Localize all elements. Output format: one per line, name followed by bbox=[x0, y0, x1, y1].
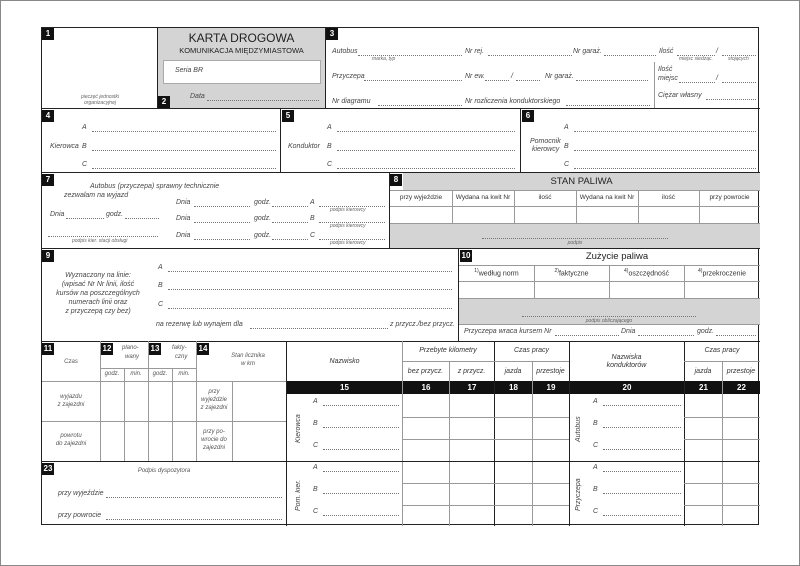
col-18: 18 bbox=[495, 381, 532, 394]
planowany-2: wany bbox=[125, 354, 140, 360]
a-a-field[interactable] bbox=[603, 405, 681, 406]
a-b-field[interactable] bbox=[603, 427, 681, 428]
s5-a-label: A bbox=[327, 124, 332, 131]
s8-col-1: przy wyjeździe bbox=[399, 194, 443, 201]
stan-licznika-1: Stan licznika bbox=[231, 353, 265, 359]
czas-label: Czas bbox=[64, 359, 78, 365]
divider bbox=[402, 505, 569, 506]
divider bbox=[402, 439, 569, 440]
divider bbox=[520, 108, 521, 172]
nr-ew-field-1[interactable] bbox=[485, 80, 509, 81]
s7-dnia-b-field[interactable] bbox=[194, 222, 250, 223]
s7-line1: Autobus (przyczepa) sprawny technicznie bbox=[90, 183, 220, 190]
section-14-number: 14 bbox=[198, 344, 208, 353]
s4-a-label: A bbox=[82, 124, 87, 131]
section-5-number: 5 bbox=[282, 110, 294, 122]
col-19: 19 bbox=[533, 381, 569, 394]
col-15: 15 bbox=[287, 381, 402, 394]
divider bbox=[654, 62, 655, 108]
s9-rezerwa-field[interactable] bbox=[250, 328, 388, 329]
s4-b-field[interactable] bbox=[92, 150, 276, 151]
zuzycie-title: Zużycie paliwa bbox=[585, 251, 649, 262]
nr-diagramu-field[interactable] bbox=[378, 105, 462, 106]
ilosc-miejsc-label-2: miejsc bbox=[658, 75, 678, 82]
powrotu-1: powrotu bbox=[60, 433, 82, 439]
s9-line-1: Wyznaczony na linie: bbox=[65, 272, 131, 279]
s5-c-label: C bbox=[327, 161, 333, 168]
przy-wyjezdzie-label: przy wyjeździe bbox=[58, 490, 104, 497]
s7-godz-b: godz. bbox=[254, 215, 272, 222]
wraca-dnia-label: Dnia bbox=[621, 328, 636, 335]
wyjazdu-2: z zajezdni bbox=[57, 402, 85, 408]
s10-col-2-sup: 2) bbox=[554, 268, 559, 274]
divider bbox=[287, 461, 760, 462]
k-b-field[interactable] bbox=[323, 427, 399, 428]
s7-godz-a: godz. bbox=[254, 199, 272, 206]
section-2-number: 2 bbox=[158, 96, 170, 108]
section-10-number: 10 bbox=[461, 251, 471, 260]
form-title: KARTA DROGOWA bbox=[188, 31, 295, 45]
s5-c-field[interactable] bbox=[337, 168, 515, 169]
s7-podpis-c: podpis kierowcy bbox=[330, 240, 366, 246]
s10-col-4 bbox=[684, 268, 760, 277]
s7-dnia-c: Dnia bbox=[176, 232, 191, 239]
nr-garaz-2-label: Nr garaż. bbox=[545, 73, 574, 80]
nr-rej-label: Nr rej. bbox=[465, 48, 485, 55]
s9-przyczepa-label: z przycz./bez przycz. bbox=[390, 321, 455, 328]
s7-godz-c: godz. bbox=[254, 232, 272, 239]
przestoje-2: przestoje bbox=[726, 368, 756, 375]
section-1-number: 1 bbox=[42, 28, 54, 40]
kierowca-label: Kierowca bbox=[50, 143, 79, 150]
p-a: A bbox=[313, 464, 318, 471]
s6-a-label: A bbox=[564, 124, 569, 131]
divider bbox=[684, 417, 760, 418]
a-a: A bbox=[593, 398, 598, 405]
z-przycz: z przycz. bbox=[457, 368, 486, 375]
nr-ew-label: Nr ew. bbox=[465, 73, 485, 80]
ilosc-label: Ilość bbox=[659, 48, 674, 55]
section-12-number: 12 bbox=[102, 344, 112, 353]
s9-line-5: z przyczepą czy bez) bbox=[65, 308, 131, 315]
s9-a-label: A bbox=[158, 264, 163, 271]
k-c-field[interactable] bbox=[323, 449, 399, 450]
divider bbox=[402, 361, 569, 362]
nazwisko-header: Nazwisko bbox=[329, 358, 360, 365]
nr-rej-field[interactable] bbox=[488, 55, 572, 56]
s8-col-5: ilość bbox=[661, 194, 675, 201]
przyczepa-vertical: Przyczepa bbox=[575, 478, 582, 512]
k-a-field[interactable] bbox=[323, 405, 399, 406]
s10-sign-field[interactable] bbox=[522, 316, 696, 317]
divider bbox=[280, 108, 281, 172]
s9-c-label: C bbox=[158, 301, 164, 308]
ciezar-label: Ciężar własny bbox=[658, 92, 702, 99]
s6-a-field[interactable] bbox=[574, 131, 756, 132]
bez-przycz: bez przycz. bbox=[407, 368, 444, 375]
marka-hint: marka, typ bbox=[372, 56, 396, 62]
k-b: B bbox=[313, 420, 318, 427]
s6-c-field[interactable] bbox=[574, 168, 756, 169]
s8-sign-field[interactable] bbox=[482, 238, 668, 239]
section-6-number: 6 bbox=[522, 110, 534, 122]
s10-col-2 bbox=[534, 268, 609, 277]
s7-godz-b-field[interactable] bbox=[272, 222, 308, 223]
przy-wyj-1: przy bbox=[208, 389, 220, 395]
kierowcy-label: kierowcy bbox=[532, 146, 560, 153]
s4-b-label: B bbox=[82, 143, 87, 150]
stojacych-hint: stojących bbox=[728, 56, 749, 62]
przyczepa-label: Przyczepa bbox=[332, 73, 365, 80]
stamp-label: pieczęć jednostki organizacyjnej bbox=[80, 94, 120, 106]
s8-col-2: Wydana na kwit Nr bbox=[455, 194, 511, 201]
ciezar-field[interactable] bbox=[706, 99, 756, 100]
s6-b-label: B bbox=[564, 143, 569, 150]
przyczepa-field[interactable] bbox=[364, 80, 462, 81]
crew-table bbox=[287, 341, 760, 526]
slash: / bbox=[716, 75, 718, 82]
s7-line2: zezwalam na wyjazd bbox=[64, 192, 129, 199]
section-13-number: 13 bbox=[150, 344, 160, 353]
fakt-min: min. bbox=[178, 371, 190, 377]
pr-a: A bbox=[593, 464, 598, 471]
s5-a-field[interactable] bbox=[337, 131, 515, 132]
nr-rozliczenia-field[interactable] bbox=[566, 105, 650, 106]
pom-kier-vertical: Pom. kier. bbox=[295, 479, 302, 511]
pr-c: C bbox=[593, 508, 599, 515]
a-c: C bbox=[593, 442, 599, 449]
divider bbox=[148, 341, 149, 461]
ilosc-miejsc-label-1: Ilość bbox=[658, 66, 673, 73]
divider bbox=[42, 461, 286, 462]
przy-wyj-2: wyjeździe bbox=[200, 397, 227, 403]
plan-godz: godz. bbox=[104, 371, 120, 377]
s9-c-field[interactable] bbox=[168, 308, 452, 309]
przy-pow-1: przy po- bbox=[203, 429, 225, 435]
plan-min: min. bbox=[130, 371, 142, 377]
pr-b: B bbox=[593, 486, 598, 493]
a-b: B bbox=[593, 420, 598, 427]
divider bbox=[402, 483, 569, 484]
s10-col-1-text: według norm bbox=[478, 270, 519, 278]
seria-label: Seria BR bbox=[175, 67, 204, 74]
przestoje: przestoje bbox=[536, 368, 565, 375]
col-21: 21 bbox=[685, 381, 722, 394]
nazwiska-kond-2: konduktorów bbox=[606, 362, 647, 369]
s4-c-field[interactable] bbox=[92, 168, 276, 169]
divider bbox=[100, 341, 101, 461]
s9-a-field[interactable] bbox=[168, 271, 452, 272]
s8-col-3: ilość bbox=[538, 194, 552, 201]
wraca-field[interactable] bbox=[555, 335, 619, 336]
wraca-godz-field[interactable] bbox=[716, 335, 756, 336]
s10-col-2-text: faktyczne bbox=[558, 270, 589, 278]
s5-b-label: B bbox=[327, 143, 332, 150]
section-11-number: 11 bbox=[43, 344, 53, 353]
s10-col-4-sup: 4) bbox=[697, 268, 703, 274]
s9-line-3: kursów na poszczególnych bbox=[56, 290, 140, 297]
pr-b-field[interactable] bbox=[603, 493, 681, 494]
wraca-label: Przyczepa wraca kursem Nr bbox=[464, 328, 552, 335]
col-20: 20 bbox=[570, 381, 684, 394]
section-3-number: 3 bbox=[326, 28, 338, 40]
podpis-dyspozytora: Podpis dyspozytora bbox=[137, 468, 191, 474]
jazda: jazda bbox=[504, 368, 522, 375]
s8-col-4: Wydana na kwit Nr bbox=[579, 194, 635, 201]
nr-garaz-label: Nr garaż. bbox=[573, 48, 602, 55]
nr-garaz-field[interactable] bbox=[604, 55, 656, 56]
przy-powrocie-field[interactable] bbox=[106, 519, 282, 520]
s7-podpis-b: podpis kierowcy bbox=[330, 223, 366, 229]
s10-col-3-text: oszczędność bbox=[628, 270, 669, 278]
miejsc-siedzac-hint: miejsc siedząc. bbox=[679, 56, 713, 62]
przy-wyjezdzie-field[interactable] bbox=[106, 497, 282, 498]
divider bbox=[124, 368, 125, 461]
s8-podpis: podpis bbox=[567, 240, 583, 246]
section-8-number: 8 bbox=[390, 174, 402, 186]
divider bbox=[684, 439, 760, 440]
ilosc-miejsc-field-2[interactable] bbox=[722, 82, 756, 83]
s10-cols bbox=[459, 265, 760, 298]
przebyte-header: Przebyte kilometry bbox=[419, 347, 477, 354]
divider bbox=[42, 381, 286, 382]
nazwiska-kond-1: Nazwiska bbox=[611, 354, 642, 361]
s7-dnia-left-label: Dnia bbox=[50, 211, 65, 218]
czas-pracy-2-header: Czas pracy bbox=[704, 347, 740, 354]
p-a-field[interactable] bbox=[323, 471, 399, 472]
fakt-godz: godz. bbox=[152, 371, 168, 377]
s7-dnia-a-field[interactable] bbox=[194, 206, 250, 207]
nr-garaz-2-field[interactable] bbox=[576, 80, 648, 81]
s10-col-4-text: przekroczenie bbox=[702, 270, 747, 278]
section-23-number: 23 bbox=[43, 464, 53, 473]
przy-wyj-3: z zajezdni bbox=[200, 405, 228, 411]
s7-dnia-left-field[interactable] bbox=[66, 218, 104, 219]
slash: / bbox=[716, 48, 718, 55]
planowany-1: plano- bbox=[122, 345, 139, 351]
s9-line-4: numerach linii oraz bbox=[68, 299, 128, 306]
p-c: C bbox=[313, 508, 319, 515]
s7-dnia-c-field[interactable] bbox=[194, 239, 250, 240]
divider bbox=[232, 381, 233, 461]
s5-b-field[interactable] bbox=[337, 150, 515, 151]
s7-sign-left-field[interactable] bbox=[48, 236, 158, 237]
faktyczny-1: fakty- bbox=[172, 345, 187, 351]
s7-dnia-a: Dnia bbox=[176, 199, 191, 206]
section-7-number: 7 bbox=[42, 174, 54, 186]
s7-a: A bbox=[310, 199, 315, 206]
data-label: Data bbox=[190, 93, 205, 100]
s7-godz-left-label: godz. bbox=[106, 211, 124, 218]
p-c-field[interactable] bbox=[323, 515, 399, 516]
k-c: C bbox=[313, 442, 319, 449]
przy-pow-2: wrocie do bbox=[201, 437, 227, 443]
p-b: B bbox=[313, 486, 318, 493]
s9-b-label: B bbox=[158, 282, 163, 289]
form-frame bbox=[41, 27, 759, 525]
divider bbox=[42, 108, 760, 109]
przy-pow-3: zajezdni bbox=[202, 445, 225, 451]
divider bbox=[42, 248, 760, 249]
s7-podpis-a: podpis kierowcy bbox=[330, 207, 366, 213]
nr-rozliczenia-label: Nr rozliczenia konduktorskiego bbox=[465, 98, 561, 105]
pomocnik-label: Pomocnik bbox=[530, 138, 561, 145]
s4-a-field[interactable] bbox=[92, 131, 276, 132]
s8-col-6: przy powrocie bbox=[709, 194, 750, 201]
s7-c: C bbox=[310, 232, 316, 239]
wraca-godz-label: godz. bbox=[697, 328, 715, 335]
pr-a-field[interactable] bbox=[603, 471, 681, 472]
s8-cols bbox=[390, 190, 760, 223]
pr-c-field[interactable] bbox=[603, 515, 681, 516]
nr-diagramu-label: Nr diagramu bbox=[332, 98, 371, 105]
p-b-field[interactable] bbox=[323, 493, 399, 494]
col-17: 17 bbox=[450, 381, 494, 394]
s10-col-3-sup: 4) bbox=[624, 268, 629, 274]
s7-dnia-b: Dnia bbox=[176, 215, 191, 222]
divider bbox=[684, 505, 760, 506]
section-9-number: 9 bbox=[42, 250, 54, 262]
powrotu-2: do zajezdni bbox=[55, 441, 87, 447]
stan-paliwa-title: STAN PALIWA bbox=[550, 176, 613, 187]
s6-b-field[interactable] bbox=[574, 150, 756, 151]
s9-line-2: (wpisać Nr Nr linii, ilość bbox=[61, 281, 135, 288]
przy-powrocie-label: przy powrocie bbox=[58, 512, 102, 519]
divider bbox=[42, 421, 286, 422]
autobus-label: Autobus bbox=[332, 48, 358, 55]
divider bbox=[325, 28, 326, 108]
faktyczny-2: czny bbox=[175, 354, 188, 360]
s10-col-1-sup: 1) bbox=[474, 268, 479, 274]
nr-ew-field-2[interactable] bbox=[516, 80, 540, 81]
section-4-number: 4 bbox=[42, 110, 54, 122]
divider bbox=[684, 361, 760, 362]
s10-podpis: podpis obliczającego bbox=[585, 318, 633, 324]
divider bbox=[459, 324, 760, 325]
autobus-vertical: Autobus bbox=[575, 416, 582, 442]
kierowca-vertical: Kierowca bbox=[295, 414, 302, 444]
s6-c-label: C bbox=[564, 161, 570, 168]
s9-b-field[interactable] bbox=[168, 289, 452, 290]
s4-c-label: C bbox=[82, 161, 88, 168]
divider bbox=[402, 417, 569, 418]
col-16: 16 bbox=[403, 381, 449, 394]
stan-licznika-2: w km bbox=[241, 361, 255, 367]
form-subtitle: KOMUNIKACJA MIĘDZYMIASTOWA bbox=[179, 46, 304, 55]
divider bbox=[172, 368, 173, 461]
konduktor-label: Konduktor bbox=[288, 143, 320, 150]
wyjazdu-1: wyjazdu bbox=[60, 394, 82, 400]
s7-godz-a-field[interactable] bbox=[272, 206, 308, 207]
col-22: 22 bbox=[723, 381, 760, 394]
ilosc-miejsc-field-1[interactable] bbox=[679, 82, 715, 83]
s9-rezerwa-label: na rezerwę lub wynajem dla bbox=[156, 321, 243, 328]
s7-b: B bbox=[310, 215, 315, 222]
jazda-2: jazda bbox=[694, 368, 712, 375]
s7-godz-c-field[interactable] bbox=[272, 239, 308, 240]
a-c-field[interactable] bbox=[603, 449, 681, 450]
czas-pracy-header: Czas pracy bbox=[513, 347, 549, 354]
divider bbox=[684, 483, 760, 484]
s10-col-1 bbox=[459, 268, 534, 277]
s7-kier-stacji-hint: podpis kier. stacji obsługi bbox=[72, 238, 128, 244]
slash: / bbox=[511, 73, 513, 80]
s7-godz-left-field[interactable] bbox=[125, 218, 159, 219]
s10-col-3 bbox=[609, 268, 684, 277]
k-a: A bbox=[313, 398, 318, 405]
wraca-dnia-field[interactable] bbox=[638, 335, 694, 336]
data-field[interactable] bbox=[207, 100, 319, 101]
